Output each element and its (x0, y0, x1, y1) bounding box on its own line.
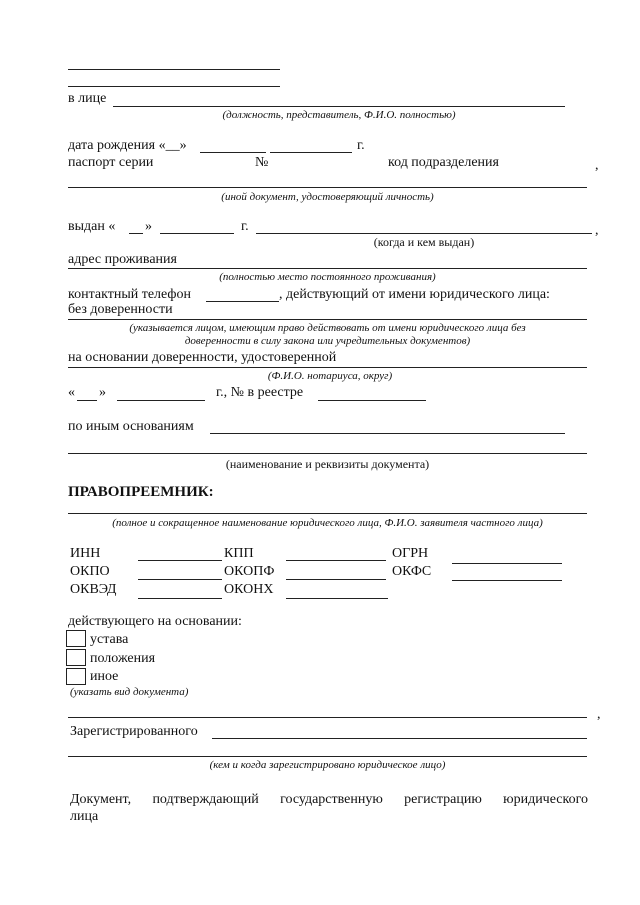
other-grounds-field[interactable] (210, 433, 565, 434)
polozhenie-checkbox[interactable] (66, 649, 86, 666)
registered-label: Зарегистрированного (70, 724, 198, 739)
kpp-label: КПП (224, 546, 254, 561)
successor-name-field[interactable] (68, 513, 587, 514)
okpo-field[interactable] (138, 579, 222, 580)
comma: , (595, 223, 599, 238)
acting-basis-label: действующего на основании: (68, 614, 242, 629)
inoe-option: иное (90, 669, 119, 684)
registry-label: г., № в реестре (216, 385, 304, 400)
okonh-label: ОКОНХ (224, 582, 274, 597)
okopf-field[interactable] (286, 579, 386, 580)
poa-label: на основании доверенности, удостоверенной (68, 350, 337, 365)
other-grounds-field-2[interactable] (68, 453, 587, 454)
registered-field[interactable] (212, 738, 587, 739)
ogrn-label: ОГРН (392, 546, 429, 561)
okved-field[interactable] (138, 598, 222, 599)
in-person-label: в лице (68, 91, 107, 106)
no-poa-hint-2: доверенности в силу закона или учредительных документов) (184, 335, 471, 347)
poa-day-field[interactable] (77, 400, 97, 401)
phone-field[interactable] (206, 301, 279, 302)
notary-hint: (Ф.И.О. нотариуса, округ) (267, 370, 393, 382)
successor-heading: ПРАВОПРЕЕМНИК: (68, 484, 214, 500)
acting-on-behalf-label: , действующий от имени юридического лица: (279, 287, 550, 302)
issued-year-label: г. (241, 219, 249, 234)
okfs-label: ОКФС (392, 564, 432, 579)
polozhenie-option: положения (90, 651, 156, 666)
birth-date-label: дата рождения «__» (68, 138, 187, 153)
no-poa-hint-1: (указывается лицом, имеющим право действовать от имени юридического лица без (129, 322, 526, 334)
in-person-field[interactable] (113, 106, 565, 107)
okonh-field[interactable] (286, 598, 388, 599)
issued-by-field[interactable] (256, 233, 592, 234)
passport-number-label: № (255, 155, 269, 170)
blank-line[interactable] (68, 86, 280, 87)
inoe-checkbox[interactable] (66, 668, 86, 685)
birth-month-field[interactable] (200, 152, 266, 153)
poa-quote-open: « (68, 385, 75, 400)
position-hint: (должность, представитель, Ф.И.О. полностью) (222, 109, 456, 121)
notary-field[interactable] (68, 367, 587, 368)
doc-type-field[interactable] (68, 717, 587, 718)
registered-hint: (кем и когда зарегистрировано юридическое лицо) (209, 759, 446, 771)
kpp-field[interactable] (286, 560, 386, 561)
issued-quote-close: » (145, 219, 152, 234)
issued-month-field[interactable] (160, 233, 234, 234)
comma: , (595, 158, 599, 173)
ustav-option: устава (90, 632, 129, 647)
other-grounds-label: по иным основаниям (68, 419, 194, 434)
ustav-checkbox[interactable] (66, 630, 86, 647)
successor-name-hint: (полное и сокращенное наименование юридического лица, Ф.И.О. заявителя частного лица) (112, 517, 543, 529)
address-hint: (полностью место постоянного проживания) (219, 271, 436, 283)
okopf-label: ОКОПФ (224, 564, 275, 579)
comma: , (597, 707, 601, 722)
okfs-field[interactable] (452, 580, 562, 581)
division-code-label: код подразделения (388, 155, 499, 170)
inn-label: ИНН (70, 546, 101, 561)
poa-month-field[interactable] (117, 400, 205, 401)
address-field[interactable] (68, 268, 587, 269)
address-label: адрес проживания (68, 252, 177, 267)
inn-field[interactable] (138, 560, 222, 561)
phone-label: контактный телефон (68, 287, 191, 302)
doc-details-hint: (наименование и реквизиты документа) (225, 457, 430, 471)
poa-quote-close: » (99, 385, 106, 400)
okved-label: ОКВЭД (70, 582, 117, 597)
no-poa-field[interactable] (68, 319, 587, 320)
year-label: г. (357, 138, 365, 153)
other-doc-hint: (иной документ, удостоверяющий личность) (221, 191, 434, 203)
blank-line[interactable] (68, 69, 280, 70)
reg-doc-text-line2: лица (70, 809, 99, 824)
issued-hint: (когда и кем выдан) (373, 235, 475, 249)
doc-type-hint: (указать вид документа) (70, 686, 189, 698)
reg-doc-text-line1: Документ, подтверждающий государственную регистрацию юридического (70, 792, 588, 807)
issued-label: выдан « (68, 219, 116, 234)
registry-number-field[interactable] (318, 400, 426, 401)
issued-day-field[interactable] (129, 233, 143, 234)
passport-series-label: паспорт серии (68, 155, 154, 170)
ogrn-field[interactable] (452, 563, 562, 564)
birth-year-field[interactable] (270, 152, 352, 153)
passport-field[interactable] (68, 187, 587, 188)
okpo-label: ОКПО (70, 564, 110, 579)
registered-field-2[interactable] (68, 756, 587, 757)
no-poa-label: без доверенности (68, 302, 173, 317)
